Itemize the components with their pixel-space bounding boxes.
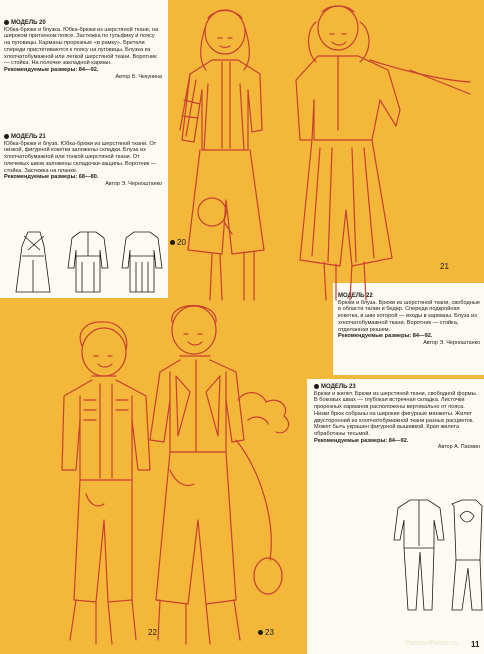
figure-22-label: 22 (148, 628, 157, 637)
model-23-heading: МОДЕЛЬ 23 (314, 384, 480, 391)
model-20-body: Юбка-брюки и блузка. Юбка-брюки из шерстяной ткани, на широком притачном поясе. Застежка по гульфику и поясу на пуговицы. Карманы прорезные «в рамку». Бретели спереди пристегиваются к поясу на пуговицы. Блузка из хлопчатобумажной или легкой шерстяной ткани. Воротник — стойка. На полочке закладной карман. (4, 26, 159, 67)
model-23-sizes: Рекомендуемые размеры: 84—92. (314, 437, 409, 444)
model-21-body: Юбка-брюки и блуза. Юбка-брюки из шерстяной ткани. От низкой, фигурной кокетки заложены складки. Блуза из хлопчатобумажной или тонкой шерстяной ткани. От плечевых швов заложены складочки-защипы. Воротник — стойка. Застежка на планке. (4, 140, 157, 174)
model-22-sizes: Рекомендуемые размеры: 84—92. (338, 333, 433, 340)
model-23-figure (150, 306, 282, 645)
figure-23-label: 23 (258, 628, 274, 637)
model-20-sizes: Рекомендуемые размеры: 84—92. (4, 67, 99, 73)
model-21-figure (296, 6, 470, 300)
figure-21-label: 21 (440, 262, 449, 271)
figure-20-label: 20 (170, 238, 186, 247)
model-21-author: Автор Э. Черноштанко (105, 181, 162, 187)
model-20-author: Автор Б. Чекунина (115, 73, 162, 80)
model-23-author: Автор А. Пасмин (437, 444, 480, 451)
model-22-body: Брюки и блуза. Брюки из шерстяной ткани, свободные в области талии и бедер. Спереди подкройная кокетка, в шве которой — входы в карманы. Блуза из хлопчатобумажной ткани. Воротник — стойка, отделанная рюшем. (338, 299, 480, 333)
model-22-author: Автор Э. Черноштанко (423, 339, 480, 346)
model-20-heading: МОДЕЛЬ 20 (4, 20, 162, 27)
background-tree (238, 393, 289, 433)
model-21-heading: МОДЕЛЬ 21 (4, 134, 162, 141)
bullet-icon (170, 240, 175, 245)
model-22-heading: МОДЕЛЬ 22 (338, 293, 373, 299)
model-21-sizes: Рекомендуемые размеры: 68—80. (4, 174, 99, 181)
model-22-figure (62, 322, 150, 644)
model-23-body: Брюки и жилет. Брюки из шерстяной ткани, свободной формы. В боковых швах — глубокая встречная складка. Листочки прорезных карманов расположены вертикально от пояса. Низки брюк собраны на широкие фигурные манжеты. Жилет двусторонний из хлопчатобумажной ткани разных расцветок. Может быть украшен фигурной вышивкой. Края жилета обработаны тесьмой. (314, 390, 478, 437)
bullet-icon (258, 630, 263, 635)
page-number: 11 (471, 640, 480, 649)
model-20-figure (180, 10, 264, 300)
watermark: PassionForum.ru (405, 640, 459, 647)
